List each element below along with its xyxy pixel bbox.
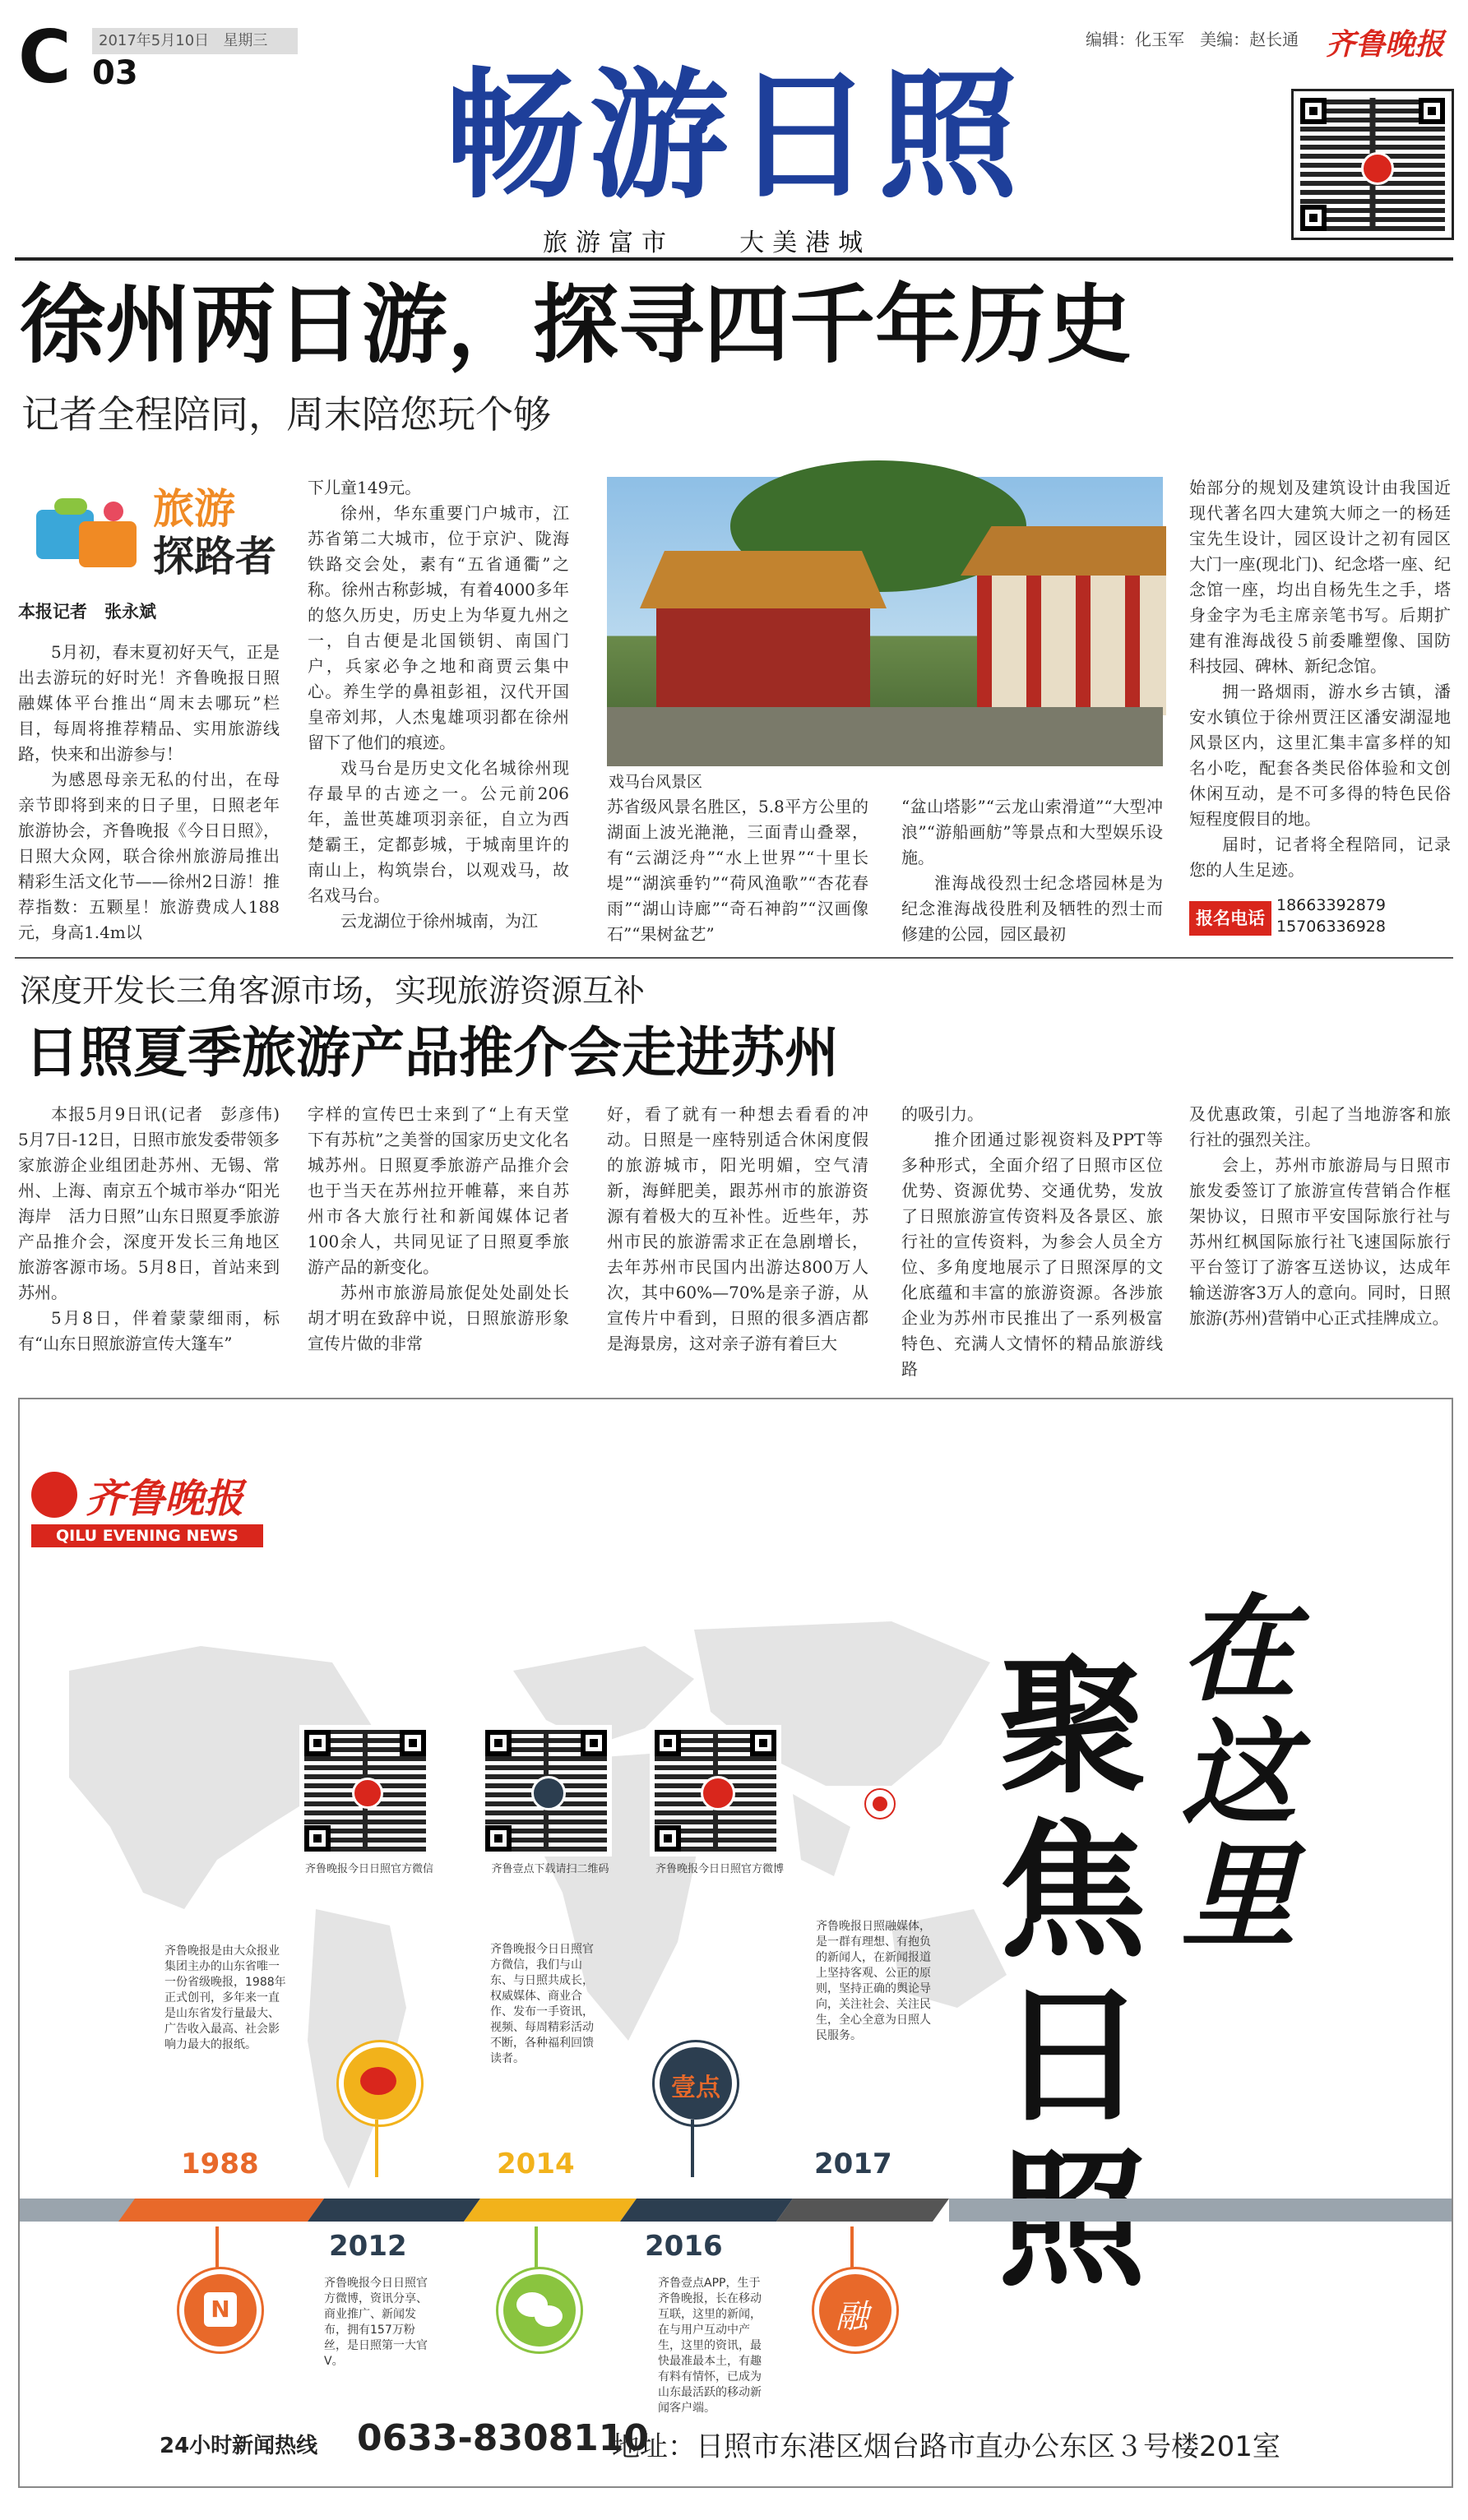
page-number: 03 [92, 54, 138, 92]
photo-pillars [977, 576, 1166, 715]
slogan [543, 222, 871, 258]
ad-logo-text: 齐鲁晚报 [86, 1476, 244, 1522]
paragraph: 徐州，华东重要门户城市，江苏省第二大城市，位于京沪、陇海铁路交会处，素有“五省通衢”之称。徐州古称彭城，有着4000多年的悠久历史，历史上为华夏九州之一，自古便是北国锁钥、南国门户，兵家必争之地和商贾云集中心。养生学的鼻祖彭祖，汉代开国皇帝刘邦，人杰鬼雄项羽都在徐州留下了他们的痕迹。 [308, 503, 569, 752]
calligraphy-text: 在这里 [1181, 1583, 1297, 1964]
article2-col4 [901, 1102, 1163, 1385]
editor: 编辑：化玉军 [1086, 30, 1184, 49]
timeline-bar [20, 2194, 1452, 2226]
photo-wall [656, 608, 870, 707]
photo-ground [607, 707, 1163, 766]
paragraph: 届时，记者将全程陪同，记录您的人生足迹。 [1189, 835, 1451, 880]
travel-column-logo [30, 485, 285, 592]
slogan-left: 旅游富市 [543, 229, 674, 257]
weekday: 星期三 [223, 32, 268, 49]
ad-logo-en: QILU EVENING NEWS [31, 1524, 263, 1547]
year-2014: 2014 [497, 2148, 575, 2180]
paragraph: 戏马台是历史文化名城徐州现存最早的古迹之一。公元前206年，盖世英雄项羽亲征，自立为西楚霸王，定都彭城，于城南里许的南山上，构筑崇台，以观戏马，故名戏马台。 [308, 758, 569, 905]
paragraph: 为感恩母亲无私的付出，在母亲节即将到来的日子里，日照老年旅游协会，齐鲁晚报《今日日照》，日照大众网，联合徐州旅游局推出精彩生活文化节——徐州2日游！推荐指数：五颗星！旅游费成人188元，身高1.4m以 [18, 770, 280, 942]
paragraph: 苏省级风景名胜区，5.8平方公里的湖面上波光滟滟，三面青山叠翠，有“云湖泛舟”“水上世界”“十里长堤”“湖滨垂钓”“荷风渔歌”“杏花春雨”“湖山诗廊”“奇石神韵”“汉画像石”“果树盆艺” [607, 797, 868, 944]
qr-wechat [299, 1725, 431, 1856]
qr-app-caption: 齐鲁壹点下载请扫二维码 [491, 1863, 609, 1875]
article1-col2 [308, 475, 569, 944]
address-text: 地址：日照市东港区烟台路市直办公东区３号楼201室 [612, 2430, 1280, 2463]
timeline-2014-text: 齐鲁晚报今日日照官方微信，我们与山东、与日照共成长，权威媒体、商业合作、发布一手资讯，视频、每周精彩活动不断，各种福利回馈读者。 [490, 1943, 594, 2065]
paper-logo-icon [31, 1472, 77, 1518]
date-bar [92, 28, 298, 54]
paragraph: 好，看了就有一种想去看看的冲动。日照是一座特别适合休闲度假的旅游城市，阳光明媚，空气清新，海鲜肥美，跟苏州市的旅游资源有着极大的互补性。近些年，苏州市民的旅游需求正在急剧增长，去年苏州市民国内出游达800万人次，其中60%—70%是亲子游，从宣传片中看到，日照的很多酒店都是海景房，这对亲子游有着巨大 [607, 1104, 868, 1353]
timeline-2012-text: 齐鲁晚报今日日照官方微博，资讯分享、商业推广、新闻发布，拥有157万粉丝，是日照第一大官V。 [324, 2277, 428, 2368]
weibo-icon [339, 2042, 421, 2125]
section-divider [15, 957, 1453, 959]
paragraph: 及优惠政策，引起了当地游客和旅行社的强烈关注。 [1189, 1104, 1451, 1149]
qr-wechat-caption: 齐鲁晚报今日日照官方微信 [304, 1863, 433, 1875]
paragraph: 本报5月9日讯(记者 彭彦伟) 5月7日-12日，日照市旅发委带领多家旅游企业组团赴苏州、无锡、常州、上海、南京五个城市举办“阳光海岸 活力日照”山东日照夏季旅游产品推介会，深度开发长三角地区旅游客源市场。5月8日，首站来到苏州。 [18, 1104, 296, 1302]
paragraph: 云龙湖位于徐州城南，为江 [340, 911, 538, 931]
article2-col5 [1189, 1102, 1451, 1385]
designer: 美编：赵长通 [1200, 30, 1299, 49]
title-char: 焦 [998, 1806, 1147, 1978]
ad-panel [18, 1398, 1453, 2488]
article2-col3 [607, 1102, 868, 1385]
article1-subhead: 记者全程陪同，周末陪您玩个够 [21, 392, 551, 437]
article1-byline: 本报记者 张永斌 [18, 602, 156, 622]
article2-col1 [18, 1102, 296, 1385]
paragraph: 推介团通过影视资料及PPT等多种形式，全面介绍了日照市区位优势、资源优势、交通优势，发放了日照旅游宣传资料及各景区、旅行社的宣传资料，为参会人员全方位、多角度地展示了日照深厚的文化底蕴和丰富的旅游资源。各涉旅企业为苏州市民推出了一系列极富特色、充满人文情怀的精品旅游线路 [901, 1130, 1163, 1379]
date: 2017年5月10日 [99, 32, 210, 49]
qr-weibo-caption: 齐鲁晚报今日日照官方微博 [655, 1863, 784, 1875]
year-2012: 2012 [329, 2230, 407, 2263]
hotline-label: 24小时新闻热线 [160, 2434, 318, 2458]
masthead-title: 畅游日照 [444, 53, 1024, 218]
qr-weibo [650, 1725, 781, 1856]
title-char: 聚 [998, 1642, 1147, 1814]
article1-col1 [18, 640, 280, 944]
title-char: 日 [998, 1971, 1147, 2143]
hotline-number: 0633-8308110 [357, 2417, 650, 2459]
ad-footer [20, 2414, 1452, 2467]
slogan-right: 大美港城 [739, 229, 872, 257]
article1-col5 [1189, 475, 1451, 896]
paragraph: “盆山塔影”“云龙山索滑道”“大型冲浪”“游船画舫”等景点和大型娱乐设施。 [901, 797, 1163, 867]
paragraph: 始部分的规划及建筑设计由我国近现代著名四大建筑大师之一的杨廷宝先生设计，园区设计之初有园区大门一座(现北门)、纪念塔一座、纪念馆一座，均出自杨先生之手，塔身金字为毛主席亲笔书写。后期扩建有淮海战役５前委雕塑像、国防科技园、碑林、新纪念馆。 [1189, 478, 1451, 676]
paragraph: 拥一路烟雨，游水乡古镇，潘安水镇位于徐州贾汪区潘安湖湿地风景区内，这里汇集丰富多样的知名小吃，配套各类民俗体验和文创休闲互动，是不可多得的特色民俗短程度假目的地。 [1189, 682, 1451, 829]
header-qr-code [1291, 89, 1454, 240]
article1-col4 [901, 794, 1163, 944]
news-app-icon: N [179, 2269, 262, 2351]
ad-paper-logo [28, 1465, 275, 1556]
article2-col2 [308, 1102, 586, 1385]
paper-logo: 齐鲁晚报 [1326, 27, 1445, 62]
photo-caption: 戏马台风景区 [609, 773, 703, 791]
article2-headline: 日照夏季旅游产品推介会走进苏州 [25, 1021, 839, 1084]
timeline-2017-text: 齐鲁晚报日照融媒体，是一群有理想、有抱负的新闻人，在新闻报道上坚持客观、公正的原则，坚持正确的舆论导向，关注社会、关注民生，全心全意为日照人民服务。 [816, 1920, 931, 2042]
section-letter: C [18, 15, 72, 99]
timeline-1988-text: 齐鲁晚报是由大众报业集团主办的山东省唯一一份省级晚报，1988年正式创刊，多年来一直是山东省发行量最大、广告收入最高、社会影响力最大的报纸。 [164, 1944, 286, 2051]
photo-roof [640, 551, 887, 608]
timeline-2016-text: 齐鲁壹点APP，生于齐鲁晚报，长在移动互联，这里的新闻，在与用户互动中产生，这里的资讯，最快最准最本土，有趣有料有情怀，已成为山东最活跃的移动新闻客户端。 [658, 2277, 762, 2415]
column-logo-top: 旅游 [153, 485, 235, 533]
editor-credits [1086, 26, 1299, 50]
paragraph: 淮海战役烈士纪念塔园林是为纪念淮海战役胜利及牺牲的烈士而修建的公园，园区最初 [901, 873, 1163, 944]
signup-phone-2: 15706336928 [1276, 918, 1386, 936]
year-2017: 2017 [814, 2148, 892, 2180]
article1-headline: 徐州两日游，探寻四千年历史 [20, 275, 1132, 375]
paragraph: 苏州市旅游局旅促处处副处长胡才明在致辞中说，日照旅游形象宣传片做的非常 [308, 1283, 569, 1353]
paragraph: 会上，苏州市旅游局与日照市旅发委签订了旅游宣传营销合作框架协议，日照市平安国际旅行社与苏州红枫国际旅行社飞速国际旅行平台签订了游客互送协议，达成年输送游客3万人的意向。同时，日照旅游(苏州)营销中心正式挂牌成立。 [1189, 1155, 1451, 1328]
header-rule [15, 257, 1453, 261]
wechat-icon [498, 2269, 581, 2351]
article1-col3 [607, 794, 868, 944]
qr-app [480, 1725, 612, 1856]
year-1988: 1988 [181, 2148, 259, 2180]
year-2016: 2016 [645, 2230, 723, 2263]
yidian-icon: 壹点 [655, 2042, 737, 2125]
paragraph: 5月8日，伴着蒙蒙细雨，标有“山东日照旅游宣传大篷车” [18, 1308, 280, 1353]
column-logo-bottom: 探路者 [153, 533, 276, 580]
article2-kicker: 深度开发长三角客源市场，实现旅游资源互补 [20, 973, 646, 1009]
paragraph: 下儿童149元。 [308, 478, 422, 497]
paragraph: 字样的宣传巴士来到了“上有天堂 下有苏杭”之美誉的国家历史文化名城苏州。日照夏季旅游产品推介会也于当天在苏州拉开帷幕，来自苏州市各大旅行社和新闻媒体记者100余人，共同见证了日照夏季旅游产品的新变化。 [308, 1104, 586, 1277]
qr-logo-icon [1361, 152, 1394, 185]
travel-icons-graphic [30, 493, 145, 576]
fusion-icon: 融 [814, 2269, 896, 2351]
signup-label: 报名电话 [1189, 901, 1271, 936]
photo-roof-right [961, 526, 1166, 576]
paragraph: 的吸引力。 [901, 1104, 984, 1124]
signup-phone-1: 18663392879 [1276, 896, 1386, 914]
paragraph: 5月初，春末夏初好天气，正是出去游玩的好时光！齐鲁晚报日照融媒体平台推出“周末去哪玩”栏目，每周将推荐精品、实用旅游线路，快来和出游参与！ [18, 642, 280, 764]
xima-tai-photo [607, 477, 1163, 766]
